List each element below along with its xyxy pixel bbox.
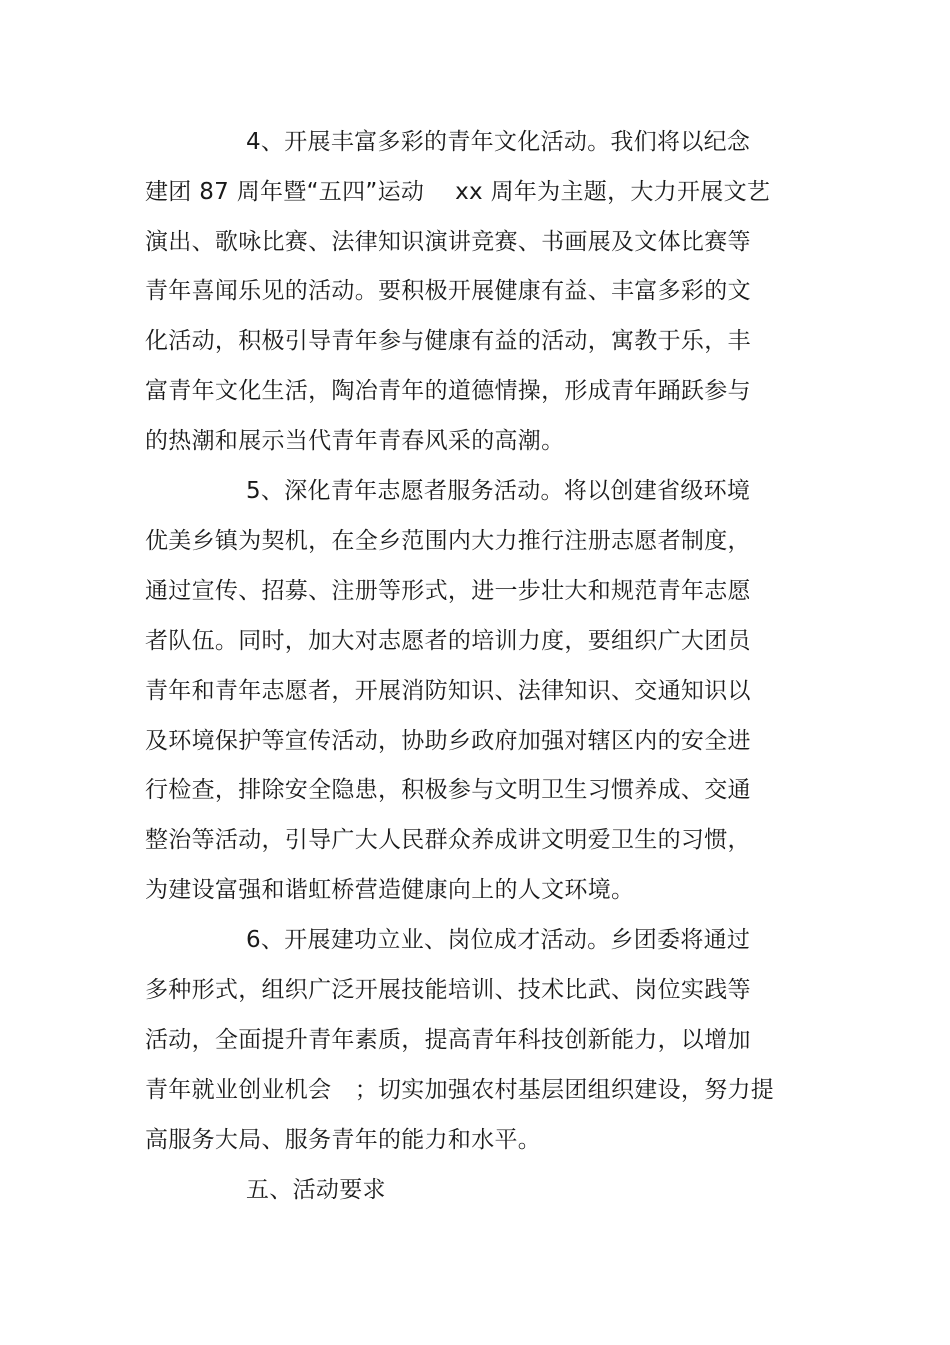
paragraph-5-line-3: 通过宣传、招募、注册等形式，进一步壮大和规范青年志愿: [145, 578, 751, 604]
paragraph-4-line-1: 4、开展丰富多彩的青年文化活动。我们将以纪念: [246, 129, 751, 155]
paragraph-6-line-4: 青年就业创业机会 ；切实加强农村基层团组织建设，努力提: [145, 1077, 775, 1103]
paragraph-5-line-4: 者队伍。同时，加大对志愿者的培训力度，要组织广大团员: [145, 628, 751, 654]
paragraph-5-line-9: 为建设富强和谐虹桥营造健康向上的人文环境。: [145, 877, 635, 903]
paragraph-5-line-5: 青年和青年志愿者，开展消防知识、法律知识、交通知识以: [145, 678, 751, 704]
paragraph-6-line-1: 6、开展建功立业、岗位成才活动。乡团委将通过: [246, 927, 751, 953]
paragraph-5-line-1: 5、深化青年志愿者服务活动。将以创建省级环境: [246, 478, 751, 504]
section-heading: 五、活动要求: [246, 1177, 386, 1203]
paragraph-5-line-6: 及环境保护等宣传活动，协助乡政府加强对辖区内的安全进: [145, 728, 751, 754]
paragraph-4-line-7: 的热潮和展示当代青年青春风采的高潮。: [145, 428, 565, 454]
paragraph-6-line-2: 多种形式，组织广泛开展技能培训、技术比武、岗位实践等: [145, 977, 751, 1003]
paragraph-5-line-2: 优美乡镇为契机，在全乡范围内大力推行注册志愿者制度，: [145, 528, 751, 554]
paragraph-4-line-6: 富青年文化生活，陶冶青年的道德情操，形成青年踊跃参与: [145, 378, 751, 404]
paragraph-6-line-3: 活动，全面提升青年素质，提高青年科技创新能力，以增加: [145, 1027, 751, 1053]
paragraph-5-line-7: 行检查，排除安全隐患，积极参与文明卫生习惯养成、交通: [145, 777, 751, 803]
paragraph-4-line-5: 化活动，积极引导青年参与健康有益的活动，寓教于乐，丰: [145, 328, 751, 354]
paragraph-4-line-2: 建团 87 周年暨“五四”运动 xx 周年为主题，大力开展文艺: [145, 179, 771, 205]
paragraph-4-line-3: 演出、歌咏比赛、法律知识演讲竞赛、书画展及文体比赛等: [145, 229, 751, 255]
paragraph-6-line-5: 高服务大局、服务青年的能力和水平。: [145, 1127, 542, 1153]
paragraph-5-line-8: 整治等活动，引导广大人民群众养成讲文明爱卫生的习惯，: [145, 827, 751, 853]
paragraph-4-line-4: 青年喜闻乐见的活动。要积极开展健康有益、丰富多彩的文: [145, 278, 751, 304]
